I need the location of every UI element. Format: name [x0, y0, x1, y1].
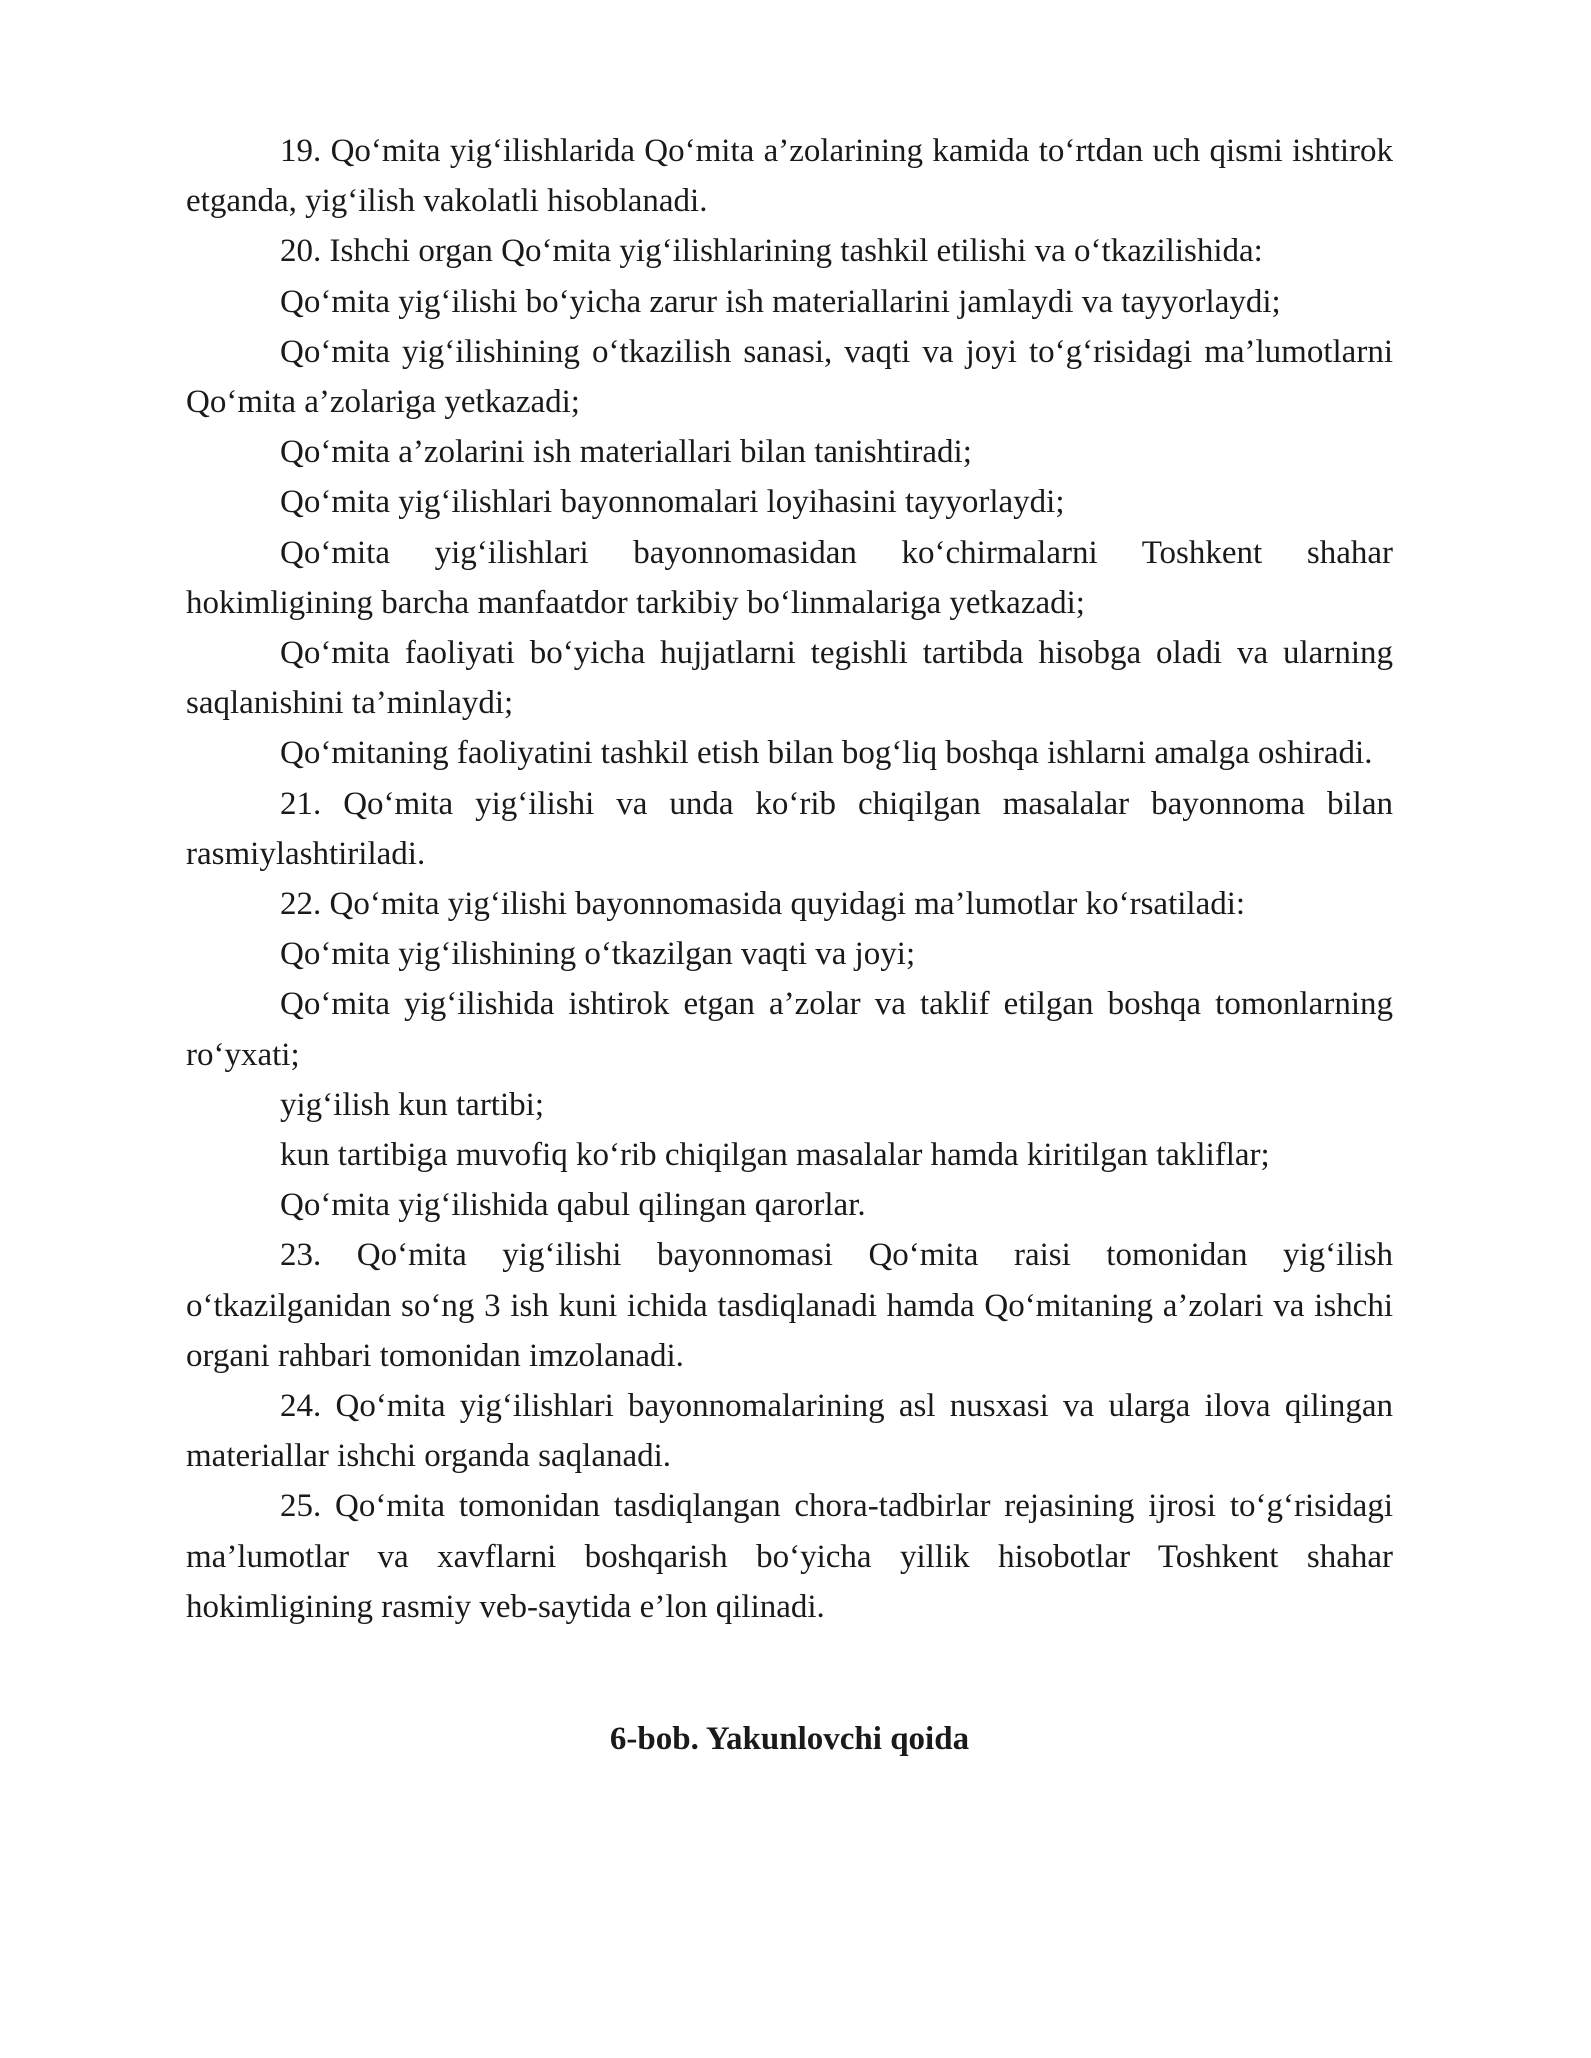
paragraph-22: 22. Qo‘mita yig‘ilishi bayonnomasida quyidagi ma’lumotlar ko‘rsatiladi: — [280, 886, 1246, 923]
list-item: Qo‘mita yig‘ilishi bo‘yicha zarur ish materiallarini jamlaydi va tayyorlaydi; — [280, 283, 1281, 320]
list-item: Qo‘mita yig‘ilishida ishtirok etgan a’zolar va taklif etilgan boshqa tomonlarning ro‘yxati; — [186, 986, 1393, 1073]
list-item: Qo‘mita a’zolarini ish materiallari bilan tanishtiradi; — [280, 434, 972, 471]
list-item: Qo‘mita yig‘ilishlari bayonnomalari loyihasini tayyorlaydi; — [280, 484, 1065, 521]
paragraph-24: 24. Qo‘mita yig‘ilishlari bayonnomalarining asl nusxasi va ularga ilova qilingan materiallar ishchi organda saqlanadi. — [186, 1388, 1393, 1475]
list-item: kun tartibiga muvofiq ko‘rib chiqilgan masalalar hamda kiritilgan takliflar; — [280, 1137, 1270, 1174]
paragraph-20: 20. Ishchi organ Qo‘mita yig‘ilishlarining tashkil etilishi va o‘tkazilishida: — [280, 233, 1263, 270]
list-item: Qo‘mita yig‘ilishining o‘tkazilgan vaqti va joyi; — [280, 936, 916, 973]
list-item: yig‘ilish kun tartibi; — [280, 1086, 544, 1123]
list-item: Qo‘mita faoliyati bo‘yicha hujjatlarni tegishli tartibda hisobga oladi va ularning saqlanishini ta’minlaydi; — [186, 635, 1393, 722]
paragraph-21: 21. Qo‘mita yig‘ilishi va unda ko‘rib chiqilgan masalalar bayonnoma bilan rasmiylashtiriladi. — [186, 785, 1393, 872]
document-body — [186, 126, 1393, 1632]
list-item: Qo‘mita yig‘ilishlari bayonnomasidan ko‘chirmalarni Toshkent shahar hokimligining barcha manfaatdor tarkibiy bo‘linmalariga yetkazadi; — [186, 534, 1393, 621]
chapter-heading: 6-bob. Yakunlovchi qoida — [609, 1721, 970, 1757]
paragraph-19: 19. Qo‘mita yig‘ilishlarida Qo‘mita a’zolarining kamida to‘rtdan uch qismi ishtirok etganda, yig‘ilish vakolatli hisoblanadi. — [186, 133, 1393, 220]
list-item: Qo‘mitaning faoliyatini tashkil etish bilan bog‘liq boshqa ishlarni amalga oshiradi. — [280, 735, 1373, 772]
paragraph-25: 25. Qo‘mita tomonidan tasdiqlangan chora-tadbirlar rejasining ijrosi to‘g‘risidagi ma’lumotlar va xavflarni boshqarish bo‘yicha yillik hisobotlar Toshkent shahar hokimligining rasmiy veb-saytida e’lon qilinadi. — [186, 1488, 1393, 1625]
list-item: Qo‘mita yig‘ilishining o‘tkazilish sanasi, vaqti va joyi to‘g‘risidagi ma’lumotlarni Qo‘mita a’zolariga yetkazadi; — [186, 333, 1393, 421]
list-item: Qo‘mita yig‘ilishida qabul qilingan qarorlar. — [280, 1187, 866, 1224]
paragraph-23: 23. Qo‘mita yig‘ilishi bayonnomasi Qo‘mita raisi tomonidan yig‘ilish o‘tkazilganidan so‘ng 3 ish kuni ichida tasdiqlanadi hamda Qo‘mitaning a’zolari va ishchi organi rahbari tomonidan imzolanadi. — [186, 1237, 1393, 1374]
